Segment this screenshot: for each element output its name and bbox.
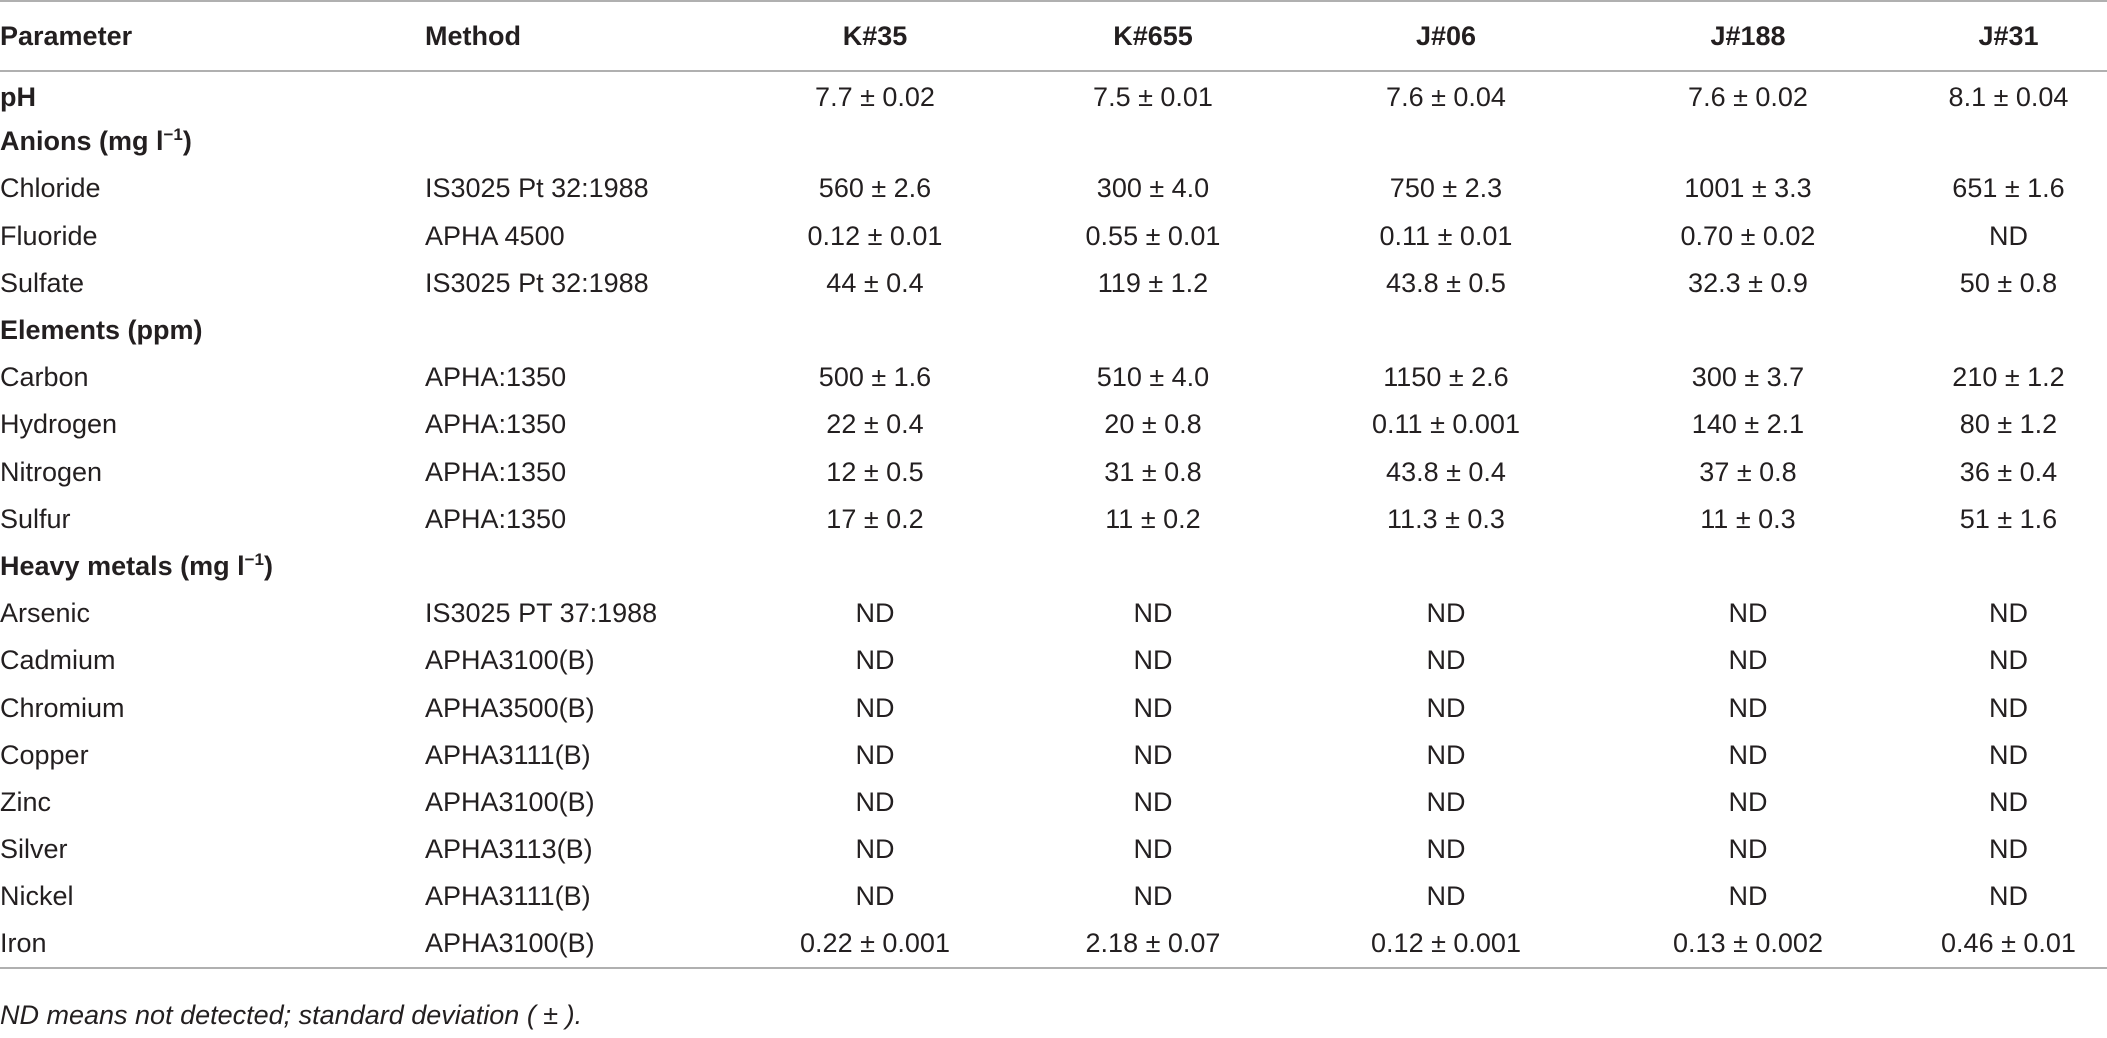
value-cell: ND <box>855 645 895 676</box>
table-row <box>0 873 2107 920</box>
value-cell: 7.7 ± 0.02 <box>815 81 935 112</box>
method-cell: APHA:1350 <box>425 362 567 393</box>
value-cell: 80 ± 1.2 <box>1959 409 2058 440</box>
column-header-j-06: J#06 <box>1306 1 1586 71</box>
parameter-cell: Carbon <box>0 362 89 393</box>
method-cell: IS3025 PT 37:1988 <box>425 598 658 629</box>
value-cell: 44 ± 0.4 <box>826 267 924 298</box>
table-row <box>0 496 2107 543</box>
value-cell: 50 ± 0.8 <box>1959 267 2058 298</box>
value-cell: ND <box>1728 645 1768 676</box>
method-cell: IS3025 Pt 32:1988 <box>425 267 649 298</box>
value-cell: 7.6 ± 0.02 <box>1688 81 1808 112</box>
method-cell: APHA3100(B) <box>425 786 595 817</box>
table-footnote: ND means not detected; standard deviation ( ± ). <box>0 1000 583 1030</box>
table-header <box>0 1 2107 71</box>
section-row <box>0 71 2107 118</box>
method-cell: APHA:1350 <box>425 503 567 534</box>
parameter-cell: pH <box>0 81 36 112</box>
value-cell: 20 ± 0.8 <box>1104 409 1202 440</box>
value-cell: 7.5 ± 0.01 <box>1093 81 1213 112</box>
value-cell: ND <box>1133 834 1173 865</box>
value-cell: ND <box>855 739 895 770</box>
value-cell: ND <box>1133 739 1173 770</box>
value-cell: 300 ± 4.0 <box>1096 173 1210 204</box>
section-label-close: ) <box>264 550 273 581</box>
value-cell: 0.70 ± 0.02 <box>1680 220 1816 251</box>
value-cell: 560 ± 2.6 <box>818 173 932 204</box>
table-row <box>0 401 2107 448</box>
method-cell: APHA3113(B) <box>425 834 593 865</box>
column-header-parameter: Parameter <box>0 1 425 71</box>
method-cell: APHA3100(B) <box>425 645 595 676</box>
value-cell: ND <box>855 881 895 912</box>
method-cell: APHA:1350 <box>425 409 567 440</box>
parameter-cell: Chloride <box>0 173 101 204</box>
parameter-cell: Sulfate <box>0 267 85 298</box>
parameter-cell: Chromium <box>0 692 125 723</box>
parameter-cell: Sulfur <box>0 503 71 534</box>
value-cell: 0.46 ± 0.01 <box>1910 920 2107 967</box>
value-cell: ND <box>1989 881 2028 912</box>
value-cell: 0.12 ± 0.01 <box>807 220 943 251</box>
unit-exponent: −1 <box>163 125 183 145</box>
value-cell: 32.3 ± 0.9 <box>1688 267 1808 298</box>
value-cell: 1150 ± 2.6 <box>1383 362 1509 393</box>
column-header-k-35: K#35 <box>750 1 1000 71</box>
value-cell: 51 ± 1.6 <box>1959 503 2058 534</box>
section-heading <box>0 307 2107 354</box>
value-cell: ND <box>1133 786 1173 817</box>
table-row <box>0 590 2107 637</box>
value-cell: 17 ± 0.2 <box>826 503 924 534</box>
method-cell: APHA3111(B) <box>425 881 591 912</box>
value-cell: ND <box>1426 739 1466 770</box>
value-cell: 1001 ± 3.3 <box>1684 173 1812 204</box>
parameter-cell: Copper <box>0 739 89 770</box>
value-cell: 22 ± 0.4 <box>826 409 924 440</box>
value-cell: ND <box>1728 598 1768 629</box>
section-label: Heavy metals (mg l <box>0 550 245 581</box>
table-body <box>0 71 2107 968</box>
value-cell: 11 ± 0.3 <box>1700 503 1796 534</box>
table-row <box>0 213 2107 260</box>
column-header-j-188: J#188 <box>1586 1 1910 71</box>
value-cell: 210 ± 1.2 <box>1952 362 2065 393</box>
value-cell: 7.6 ± 0.04 <box>1386 81 1506 112</box>
column-header-k-655: K#655 <box>1000 1 1306 71</box>
table-row <box>0 732 2107 779</box>
section-label-close: ) <box>182 126 192 157</box>
table-row <box>0 920 2107 967</box>
column-header-j-31: J#31 <box>1910 1 2107 71</box>
section-heading <box>0 543 2107 590</box>
value-cell: ND <box>1133 645 1173 676</box>
parameter-cell: Iron <box>0 920 425 967</box>
parameter-cell: Cadmium <box>0 645 116 676</box>
value-cell: ND <box>1989 834 2028 865</box>
value-cell: 140 ± 2.1 <box>1691 409 1805 440</box>
value-cell: 11.3 ± 0.3 <box>1387 503 1505 534</box>
unit-exponent: −1 <box>244 549 264 569</box>
table-row <box>0 260 2107 307</box>
section-row <box>0 543 2107 590</box>
header-row <box>0 1 2107 71</box>
value-cell: ND <box>1728 692 1768 723</box>
table-row <box>0 354 2107 401</box>
parameter-cell: Hydrogen <box>0 409 118 440</box>
method-cell: APHA 4500 <box>425 220 565 251</box>
value-cell: ND <box>1728 786 1768 817</box>
value-cell: ND <box>1989 645 2028 676</box>
column-header-method: Method <box>425 1 750 71</box>
value-cell: 0.22 ± 0.001 <box>750 920 1000 967</box>
value-cell: 510 ± 4.0 <box>1096 362 1210 393</box>
value-cell: ND <box>1133 692 1173 723</box>
section-row <box>0 118 2107 165</box>
value-cell: 12 ± 0.5 <box>826 456 924 487</box>
value-cell: 43.8 ± 0.4 <box>1386 456 1506 487</box>
value-cell: 0.13 ± 0.002 <box>1586 920 1910 967</box>
method-cell: APHA3100(B) <box>425 920 750 967</box>
value-cell: ND <box>1989 739 2028 770</box>
method-cell: APHA3500(B) <box>425 692 595 723</box>
table-row <box>0 684 2107 731</box>
value-cell: 500 ± 1.6 <box>818 362 932 393</box>
value-cell: 0.12 ± 0.001 <box>1306 920 1586 967</box>
method-cell: APHA:1350 <box>425 456 567 487</box>
value-cell: ND <box>1426 645 1466 676</box>
value-cell: ND <box>1426 881 1466 912</box>
table-row <box>0 826 2107 873</box>
value-cell: ND <box>855 692 895 723</box>
value-cell: ND <box>1728 739 1768 770</box>
method-cell: APHA3111(B) <box>425 739 591 770</box>
value-cell: 36 ± 0.4 <box>1959 456 2058 487</box>
value-cell: ND <box>855 786 895 817</box>
value-cell: ND <box>1426 786 1466 817</box>
value-cell: ND <box>1989 220 2028 251</box>
parameter-cell: Silver <box>0 834 68 865</box>
value-cell: 0.55 ± 0.01 <box>1085 220 1221 251</box>
value-cell: 300 ± 3.7 <box>1691 362 1805 393</box>
value-cell: 2.18 ± 0.07 <box>1000 920 1306 967</box>
value-cell: ND <box>1728 834 1768 865</box>
section-label: Anions (mg l <box>0 126 164 157</box>
parameter-cell: Fluoride <box>0 220 98 251</box>
method-cell <box>425 71 750 118</box>
value-cell: 43.8 ± 0.5 <box>1386 267 1506 298</box>
value-cell: 31 ± 0.8 <box>1104 456 1202 487</box>
section-label: Elements (ppm) <box>0 315 203 346</box>
table-row <box>0 449 2107 496</box>
value-cell: ND <box>1426 834 1466 865</box>
value-cell: ND <box>1989 598 2028 629</box>
value-cell: 0.11 ± 0.01 <box>1379 220 1513 251</box>
value-cell: ND <box>1133 881 1173 912</box>
value-cell: ND <box>1133 598 1173 629</box>
value-cell: 119 ± 1.2 <box>1097 267 1209 298</box>
table-row <box>0 779 2107 826</box>
value-cell: 8.1 ± 0.04 <box>1948 81 2069 112</box>
value-cell: ND <box>1989 692 2028 723</box>
value-cell: ND <box>1426 692 1466 723</box>
table-row <box>0 637 2107 684</box>
parameter-cell: Nickel <box>0 881 74 912</box>
value-cell: ND <box>1426 598 1466 629</box>
value-cell: ND <box>1728 881 1768 912</box>
section-row <box>0 307 2107 354</box>
value-cell: 11 ± 0.2 <box>1105 503 1201 534</box>
value-cell: 37 ± 0.8 <box>1699 456 1797 487</box>
table-row <box>0 165 2107 212</box>
section-heading <box>0 118 2107 165</box>
value-cell: ND <box>1989 786 2028 817</box>
value-cell: ND <box>855 834 895 865</box>
parameter-cell: Nitrogen <box>0 456 103 487</box>
value-cell: 0.11 ± 0.001 <box>1372 409 1520 440</box>
method-cell: IS3025 Pt 32:1988 <box>425 173 649 204</box>
value-cell: ND <box>855 598 895 629</box>
parameter-cell: Zinc <box>0 786 52 817</box>
parameter-cell: Arsenic <box>0 598 91 629</box>
value-cell: 750 ± 2.3 <box>1389 173 1503 204</box>
value-cell: 651 ± 1.6 <box>1952 173 2065 204</box>
